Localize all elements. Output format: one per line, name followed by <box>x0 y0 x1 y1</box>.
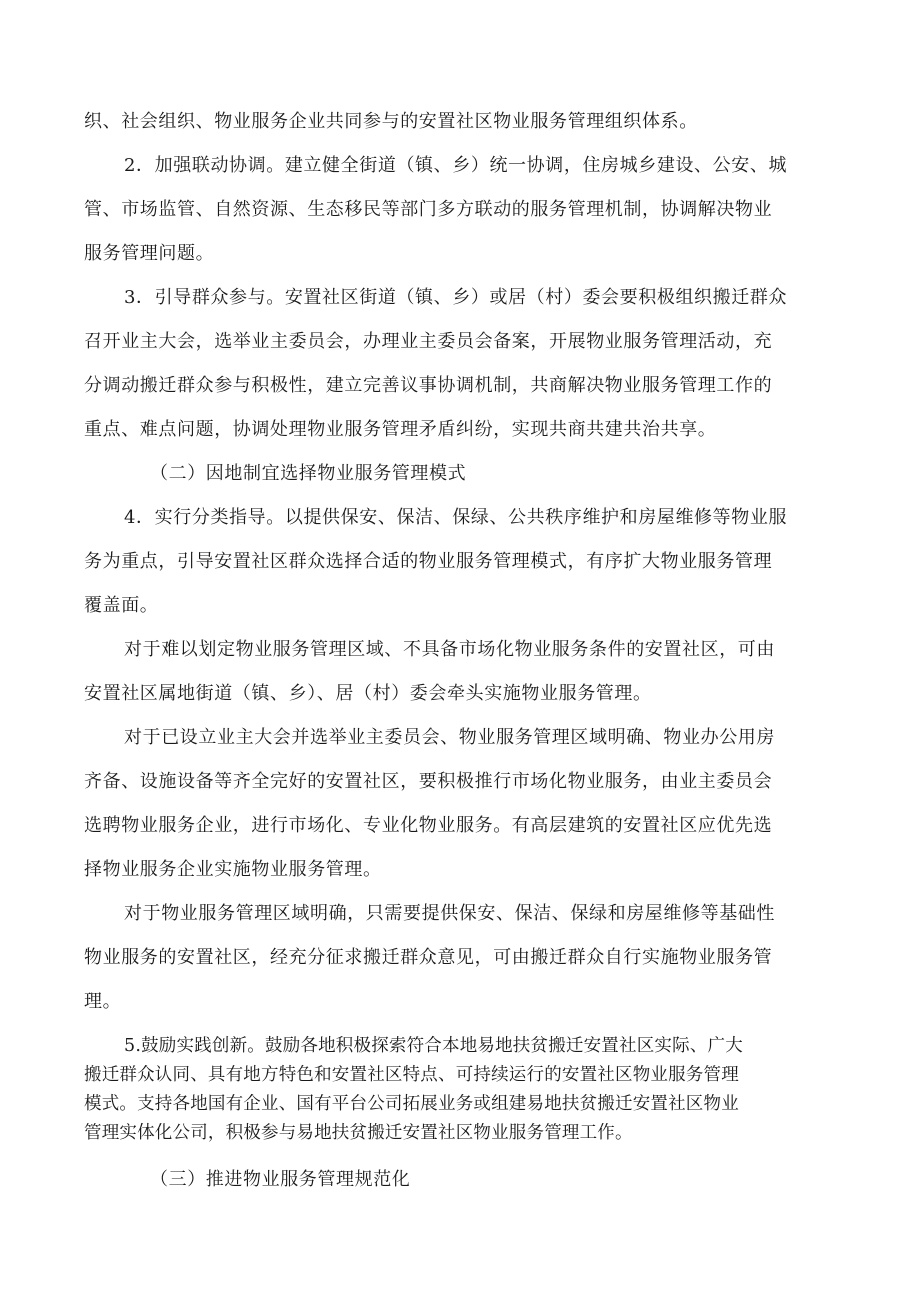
text-line: 选聘物业服务企业，进行市场化、专业化物业服务。有高层建筑的安置社区应优先选 <box>84 815 773 836</box>
text-line: 召开业主大会，选举业主委员会，办理业主委员会备案，开展物业服务管理活动，充 <box>84 331 773 352</box>
text-line: 安置社区属地街道（镇、乡）、居（村）委会牵头实施物业服务管理。 <box>84 683 652 704</box>
text-line: 重点、难点问题，协调处理物业服务管理矛盾纠纷，实现共商共建共治共享。 <box>84 419 717 440</box>
text-line: 5.鼓励实践创新。鼓励各地积极探索符合本地易地扶贫搬迁安置社区实际、广大 <box>124 1036 743 1056</box>
text-line: 3．引导群众参与。安置社区街道（镇、乡）或居（村）委会要积极组织搬迁群众 <box>124 287 788 308</box>
text-line: 4．实行分类指导。以提供保安、保洁、保绿、公共秩序维护和房屋维修等物业服 <box>124 507 788 528</box>
text-line: 齐备、设施设备等齐全完好的安置社区，要积极推行市场化物业服务，由业主委员会 <box>84 771 773 792</box>
text-line: 务为重点，引导安置社区群众选择合适的物业服务管理模式，有序扩大物业服务管理 <box>84 551 773 572</box>
text-line: 管、市场监管、自然资源、生态移民等部门多方联动的服务管理机制，协调解决物业 <box>84 199 773 220</box>
text-line: 择物业服务企业实施物业服务管理。 <box>84 859 382 880</box>
text-line: 织、社会组织、物业服务企业共同参与的安置社区物业服务管理组织体系。 <box>84 111 698 132</box>
text-line: 模式。支持各地国有企业、国有平台公司拓展业务或组建易地扶贫搬迁安置社区物业 <box>84 1094 739 1114</box>
text-line: 搬迁群众认同、具有地方特色和安置社区特点、可持续运行的安置社区物业服务管理 <box>84 1065 739 1085</box>
text-line: 分调动搬迁群众参与积极性，建立完善议事协调机制，共商解决物业服务管理工作的 <box>84 375 773 396</box>
text-line: 物业服务的安置社区，经充分征求搬迁群众意见，可由搬迁群众自行实施物业服务管 <box>84 947 773 968</box>
text-line: 对于难以划定物业服务管理区域、不具备市场化物业服务条件的安置社区，可由 <box>124 639 775 660</box>
text-line: 理。 <box>84 991 122 1012</box>
section-heading: （三）推进物业服务管理规范化 <box>150 1169 411 1190</box>
text-line: 对于物业服务管理区域明确，只需要提供保安、保洁、保绿和房屋维修等基础性 <box>124 903 775 924</box>
section-heading: （二）因地制宜选择物业服务管理模式 <box>150 463 467 484</box>
text-line: 服务管理问题。 <box>84 243 215 264</box>
text-line: 覆盖面。 <box>84 595 159 616</box>
text-line: 2．加强联动协调。建立健全街道（镇、乡）统一协调，住房城乡建设、公安、城 <box>124 155 788 176</box>
text-line: 对于已设立业主大会并选举业主委员会、物业服务管理区域明确、物业办公用房 <box>124 727 775 748</box>
text-line: 管理实体化公司，积极参与易地扶贫搬迁安置社区物业服务管理工作。 <box>84 1123 633 1143</box>
